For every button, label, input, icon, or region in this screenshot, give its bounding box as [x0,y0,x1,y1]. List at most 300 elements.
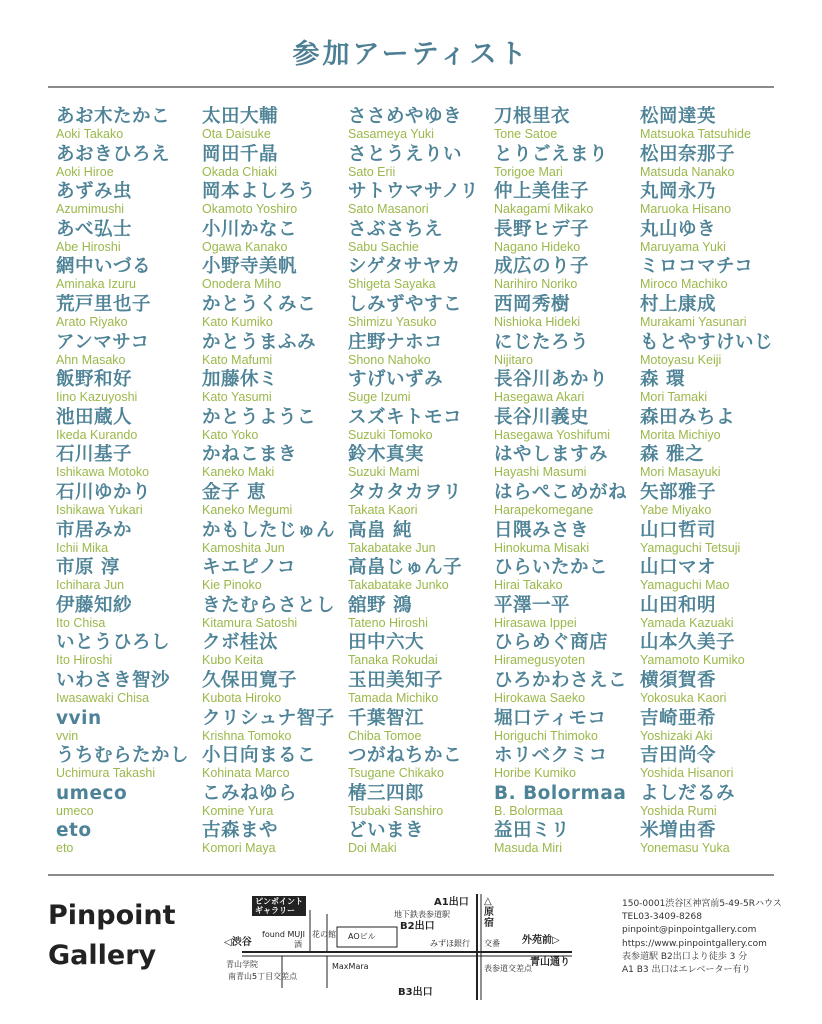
artist-name-jp: かとうまふみ [202,331,317,353]
artist-name-jp: 椿三四郎 [348,782,425,804]
artist-entry [494,708,640,746]
artist-name-en: Tsugane Chikako [348,766,444,781]
artist-entry [348,670,494,708]
artist-name-jp: 山田和明 [640,594,717,616]
artist-name-en: Takabatake Junko [348,578,449,593]
artist-name-jp: 横須賀香 [640,669,717,691]
artist-entry [56,670,202,708]
artist-entry [640,632,786,670]
artist-entry [202,219,348,257]
artist-name-en: Suzuki Tomoko [348,427,433,442]
artist-name-jp: しみずやすこ [348,293,463,315]
artist-name-jp: あお木たかこ [56,106,171,127]
artist-name-en: Kubo Keita [202,653,264,668]
artist-entry [202,820,348,858]
artist-name-en: Shono Nahoko [348,352,431,367]
artist-entry [640,181,786,219]
artist-name-en: Onodera Miho [202,277,282,292]
artist-name-en: Kaneko Megumi [202,502,293,517]
artist-name-jp: 石川ゆかり [56,481,152,503]
artist-name-en: Yoshida Rumi [640,803,717,818]
artist-name-jp: どいまき [348,820,425,842]
artist-name-en: umeco [56,803,94,818]
artist-name-en: Yamamoto Kumiko [640,653,745,668]
artist-name-jp: 市原 淳 [56,557,120,579]
info-address: 150-0001渋谷区神宮前5-49-5Rハウス [622,899,782,909]
artist-name-en: Ichii Mika [56,540,109,555]
artist-name-jp: いわさき智沙 [56,669,171,691]
artist-entry [56,369,202,407]
artist-name-en: Yamaguchi Mao [640,578,730,593]
artist-name-jp: 小日向まるこ [202,745,317,767]
artist-name-en: Ahn Masako [56,352,126,367]
artist-name-jp: あおきひろえ [56,143,171,165]
artist-name-jp: 金子 恵 [202,481,266,503]
map-found-muji: found MUJI [262,930,305,939]
artist-name-en: Aminaka Izuru [56,277,136,292]
artist-name-jp: きたむらさとし [202,594,336,616]
artist-name-jp: 山口マオ [640,557,717,579]
artist-name-jp: umeco [56,782,128,804]
artist-entry [640,595,786,633]
artist-name-en: Takabatake Jun [348,540,436,555]
artist-name-jp: 森 環 [640,369,685,391]
artist-name-jp: 玉田美知子 [348,669,444,691]
artist-entry [640,294,786,332]
artist-name-jp: シゲタサヤカ [348,256,461,278]
artist-entry [348,557,494,595]
artist-entry [640,332,786,370]
artist-entry [202,557,348,595]
artist-name-jp: スズキトモコ [348,406,463,428]
artist-name-en: Ishikawa Yukari [56,502,143,517]
artist-entry [640,407,786,445]
gallery-badge-line-1: ピンポイント [255,897,303,906]
artist-name-jp: もとやすけいじ [640,331,774,353]
artist-entry [56,144,202,182]
artist-name-en: Krishna Tomoko [202,728,292,743]
artist-name-jp: かとうようこ [202,406,317,428]
artist-name-en: Yamada Kazuaki [640,615,734,630]
gallery-logo [48,896,176,976]
artist-name-en: Kato Kumiko [202,314,273,329]
artist-entry [494,256,640,294]
artist-entry [56,444,202,482]
artist-name-en: Mori Tamaki [640,390,708,405]
artist-name-en: Matsuoka Tatsuhide [640,127,751,141]
artist-name-en: Yamaguchi Tetsuji [640,540,741,555]
artist-name-jp: 市居みか [56,519,133,541]
artist-name-jp: 高畠 純 [348,519,412,541]
artist-entry [348,820,494,858]
artist-name-jp: 森田みちよ [640,406,736,428]
artist-name-en: Narihiro Noriko [494,277,578,292]
artist-name-en: Aoki Takako [56,127,124,141]
artist-entry [494,294,640,332]
artist-name-jp: 石川基子 [56,444,133,466]
artist-name-en: Ito Chisa [56,615,106,630]
artist-name-en: Horiguchi Thimoko [494,728,598,743]
artist-entry [640,783,786,821]
artist-name-jp: つがねちかこ [348,745,463,767]
artist-entry [56,745,202,783]
artist-entry [348,482,494,520]
artist-name-jp: キエピノコ [202,557,296,579]
artist-name-en: Ota Daisuke [202,127,271,141]
artist-name-jp: ホリベクミコ [494,745,608,767]
artist-name-jp: はやしますみ [494,444,609,466]
artist-name-en: Ishikawa Motoko [56,465,150,480]
artist-entry [56,294,202,332]
artist-name-en: Maruyama Yuki [640,239,726,254]
artist-entry [202,595,348,633]
artist-name-en: Nagano Hideko [494,239,581,254]
map-gaien: 外苑前▷ [522,935,560,946]
artist-name-jp: とりごえまり [494,143,609,165]
info-access: 表参道駅 B2出口より徒歩 3 分 [622,951,748,962]
artist-entry [640,106,786,144]
artist-name-jp: はらぺこめがね [494,481,628,503]
artist-name-jp: あべ弘士 [56,218,133,240]
artist-name-en: Hinokuma Misaki [494,540,590,555]
artist-entry [348,181,494,219]
artist-entry [494,745,640,783]
artist-entry [640,708,786,746]
map-hana: 花の館 [312,930,336,939]
artist-entry [56,106,202,144]
artist-name-en: Hirai Takako [494,578,563,593]
artist-entry [202,106,348,144]
artist-name-jp: 加藤休ミ [202,369,279,391]
artist-entry [640,557,786,595]
artist-name-en: Okamoto Yoshiro [202,202,298,217]
artist-name-en: Kohinata Marco [202,766,290,781]
artist-name-en: Komine Yura [202,803,274,818]
artist-name-jp: 吉崎亜希 [640,707,717,729]
artist-entry [202,332,348,370]
artist-name-jp: 松岡達英 [640,106,717,127]
artist-name-en: Sasameya Yuki [348,127,434,141]
map-a1-exit: A1出口 [434,897,469,908]
info-website[interactable]: https://www.pinpointgallery.com [622,938,767,949]
artist-entry [640,219,786,257]
artist-entry [494,369,640,407]
artist-name-jp: 成広のり子 [494,256,590,278]
artist-name-jp: 丸山ゆき [640,218,717,240]
artist-entry [202,369,348,407]
artist-name-jp: こみねゆら [202,782,298,804]
artist-name-jp: 久保田寛子 [202,669,298,691]
artist-column-4 [494,106,640,866]
artist-name-en: Kamoshita Jun [202,540,285,555]
artist-entry [202,256,348,294]
artist-name-jp: 岡本よしろう [202,181,317,203]
artist-entry [494,557,640,595]
artist-entry [56,407,202,445]
artist-name-jp: クリシュナ智子 [202,707,335,729]
artist-entry [202,144,348,182]
page-title: 参加アーティスト [292,39,530,70]
artist-entry [348,294,494,332]
artist-entry [202,520,348,558]
artist-name-jp: 小野寺美帆 [202,256,298,278]
artist-name-jp: 飯野和好 [56,369,133,391]
artist-entry [640,144,786,182]
artist-name-en: Iwasawaki Chisa [56,690,150,705]
artist-entry [640,520,786,558]
artist-name-jp: 伊藤知紗 [56,594,133,616]
artist-grid [56,106,786,866]
artist-entry [494,783,640,821]
map-sake: 酒 [294,940,302,949]
artist-entry [202,708,348,746]
artist-name-en: Suzuki Mami [348,465,420,480]
artist-name-jp: クボ桂汰 [202,632,279,654]
artist-entry [640,482,786,520]
info-email[interactable]: pinpoint@pinpointgallery.com [622,925,757,936]
logo-line-2: Gallery [48,940,157,971]
artist-entry [56,219,202,257]
gallery-badge-line-2: ギャラリー [255,906,295,915]
artist-name-en: Ogawa Kanako [202,239,288,254]
artist-name-jp: 岡田千晶 [202,143,279,165]
artist-name-en: Mori Masayuki [640,465,721,480]
artist-name-jp: 益田ミリ [494,820,571,842]
artist-name-en: Iino Kazuyoshi [56,390,138,405]
artist-entry [640,820,786,858]
map-station: 地下鉄表参道駅 [394,910,450,919]
artist-entry [56,181,202,219]
artist-entry [202,745,348,783]
artist-name-jp: 長谷川義史 [494,406,590,428]
artist-name-en: Kubota Hiroko [202,690,282,705]
artist-name-jp: ささめやゆき [348,106,463,127]
artist-name-jp: 山口哲司 [640,519,717,541]
artist-entry [348,745,494,783]
map-mizuho: みずほ銀行 [430,939,470,948]
artist-name-en: Kato Yoko [202,427,259,442]
info-tel: TEL03-3409-8268 [622,912,702,923]
artist-entry [56,482,202,520]
artist-entry [56,256,202,294]
artist-name-en: Shigeta Sayaka [348,277,436,292]
artist-name-en: Azumimushi [56,202,125,217]
artist-name-jp: eto [56,820,92,842]
artist-name-jp: 古森まや [202,820,279,842]
map-b2-exit: B2出口 [400,921,435,932]
top-divider [48,86,774,88]
artist-entry [494,332,640,370]
artist-name-jp: 小川かなこ [202,218,298,240]
artist-name-en: Aoki Hiroe [56,164,114,179]
map-b3-exit: B3出口 [398,987,433,998]
artist-name-jp: よしだるみ [640,782,736,804]
artist-entry [202,407,348,445]
artist-name-jp: 高畠じゅん子 [348,557,463,579]
artist-name-jp: アンマサコ [56,331,150,353]
artist-name-en: Motoyasu Keiji [640,352,722,367]
artist-name-jp: 吉田尚令 [640,745,717,767]
artist-entry [348,407,494,445]
artist-entry [494,820,640,858]
artist-entry [202,670,348,708]
artist-entry [56,708,202,746]
artist-name-en: Hayashi Masumi [494,465,587,480]
artist-entry [56,557,202,595]
artist-name-jp: かもしたじゅん [202,519,336,541]
artist-name-jp: 西岡秀樹 [494,293,571,315]
artist-name-en: Matsuda Nanako [640,164,735,179]
artist-name-en: Kie Pinoko [202,578,262,593]
artist-name-en: Miroco Machiko [640,277,728,292]
gallery-badge [252,896,306,916]
artist-entry [494,219,640,257]
artist-entry [348,632,494,670]
artist-name-en: B. Bolormaa [494,803,563,818]
artist-name-en: Arato Riyako [56,314,128,329]
artist-name-en: Shimizu Yasuko [348,314,437,329]
artist-name-en: Maruoka Hisano [640,202,732,217]
artist-name-jp: 森 雅之 [640,444,704,466]
artist-name-en: Okada Chiaki [202,164,278,179]
artist-name-jp: ひらいたかこ [494,557,609,579]
artist-name-jp: にじたろう [494,331,590,353]
artist-name-en: Uchimura Takashi [56,766,156,781]
artist-entry [494,144,640,182]
artist-name-en: Tone Satoe [494,127,558,141]
artist-name-jp: 長野ヒデ子 [494,218,590,240]
artist-name-jp: 堀口ティモコ [494,707,607,729]
artist-name-jp: かとうくみこ [202,293,317,315]
artist-name-en: Sabu Sachie [348,239,419,254]
artist-name-en: Yonemasu Yuka [640,841,730,856]
artist-entry [348,106,494,144]
artist-name-en: Chiba Tomoe [348,728,422,743]
artist-name-jp: vvin [56,707,102,729]
artist-name-en: Takata Kaori [348,502,418,517]
artist-entry [202,783,348,821]
artist-name-en: Hirokawa Saeko [494,690,586,705]
bottom-divider [48,874,774,876]
artist-name-jp: さとうえりい [348,143,463,165]
artist-name-en: Sato Masanori [348,202,429,217]
artist-column-3 [348,106,494,866]
access-map [222,892,586,1002]
artist-name-jp: 長谷川あかり [494,369,609,391]
artist-name-jp: 村上康成 [640,293,717,315]
artist-name-en: eto [56,841,74,856]
logo-line-1: Pinpoint [48,900,176,931]
artist-name-jp: B. Bolormaa [494,782,627,804]
artist-column-1 [56,106,202,866]
artist-entry [640,444,786,482]
artist-entry [348,783,494,821]
artist-name-en: Tsubaki Sanshiro [348,803,444,818]
map-minami-aoyama: 南青山5丁目交差点 [228,972,298,981]
artist-entry [640,670,786,708]
artist-name-jp: さぶさちえ [348,218,444,240]
artist-name-jp: 矢部雅子 [640,481,717,503]
artist-name-en: Kitamura Satoshi [202,615,298,630]
artist-name-jp: 山本久美子 [640,632,736,654]
artist-entry [56,632,202,670]
artist-name-en: Tateno Hiroshi [348,615,428,630]
artist-name-jp: 舘野 鴻 [348,594,412,616]
artist-name-en: Masuda Miri [494,841,563,856]
artist-entry [348,332,494,370]
artist-name-jp: 鈴木真実 [348,444,425,466]
artist-entry [56,520,202,558]
artist-column-5 [640,106,786,866]
artist-entry [494,595,640,633]
artist-name-jp: あずみ虫 [56,181,133,203]
artist-name-jp: ミロコマチコ [640,256,754,278]
artist-name-jp: すげいずみ [348,369,444,391]
artist-name-jp: 刀根里衣 [494,106,571,127]
artist-entry [640,745,786,783]
artist-entry [494,670,640,708]
artist-entry [202,181,348,219]
artist-name-jp: 池田蔵人 [56,406,133,428]
artist-name-jp: 太田大輔 [202,106,279,127]
artist-name-en: Nishioka Hideki [494,314,581,329]
artist-name-en: Sato Erii [348,164,396,179]
artist-name-jp: 仲上美佳子 [494,181,590,203]
map-aoyama-dori: 青山通り [530,957,570,968]
artist-entry [640,369,786,407]
artist-name-jp: 日隈みさき [494,519,590,541]
artist-entry [494,181,640,219]
artist-name-en: Ikeda Kurando [56,427,138,442]
artist-name-jp: 松田奈那子 [640,143,736,165]
map-koban: 交番 [484,939,500,948]
artist-entry [640,256,786,294]
artist-entry [56,820,202,858]
artist-entry [494,444,640,482]
artist-name-jp: ひろかわさえこ [494,669,628,691]
artist-name-jp: 網中いづる [56,256,152,278]
artist-entry [348,520,494,558]
artist-name-en: vvin [56,728,79,743]
artist-name-en: Murakami Yasunari [640,314,747,329]
artist-name-jp: かねこまき [202,444,298,466]
artist-entry [56,783,202,821]
artist-name-en: Hasegawa Yoshifumi [494,427,611,442]
artist-name-en: Nakagami Mikako [494,202,594,217]
artist-name-en: Abe Hiroshi [56,239,121,254]
artist-name-en: Horibe Kumiko [494,766,576,781]
artist-name-jp: 米増由香 [640,820,717,842]
map-ao-building: AOビル [348,932,376,941]
artist-entry [494,632,640,670]
artist-name-jp: 千葉智江 [348,707,425,729]
artist-name-jp: サトウマサノリ [348,181,479,203]
artist-entry [202,632,348,670]
map-omotesando-crossing: 表参道交差点 [484,964,532,973]
artist-name-en: Yoshizaki Aki [640,728,713,743]
artist-entry [202,444,348,482]
map-harajuku: △原宿 [484,896,494,929]
map-shibuya: ◁渋谷 [224,937,252,948]
artist-name-jp: 丸岡永乃 [640,181,717,203]
artist-name-en: Yoshida Hisanori [640,766,734,781]
artist-name-en: Ichihara Jun [56,578,125,593]
artist-name-en: Ito Hiroshi [56,653,113,668]
info-elevator: A1 B3 出口はエレベーター有り [622,965,751,976]
artist-entry [494,482,640,520]
artist-name-en: Yokosuka Kaori [640,690,727,705]
artist-name-en: Suge Izumi [348,390,411,405]
